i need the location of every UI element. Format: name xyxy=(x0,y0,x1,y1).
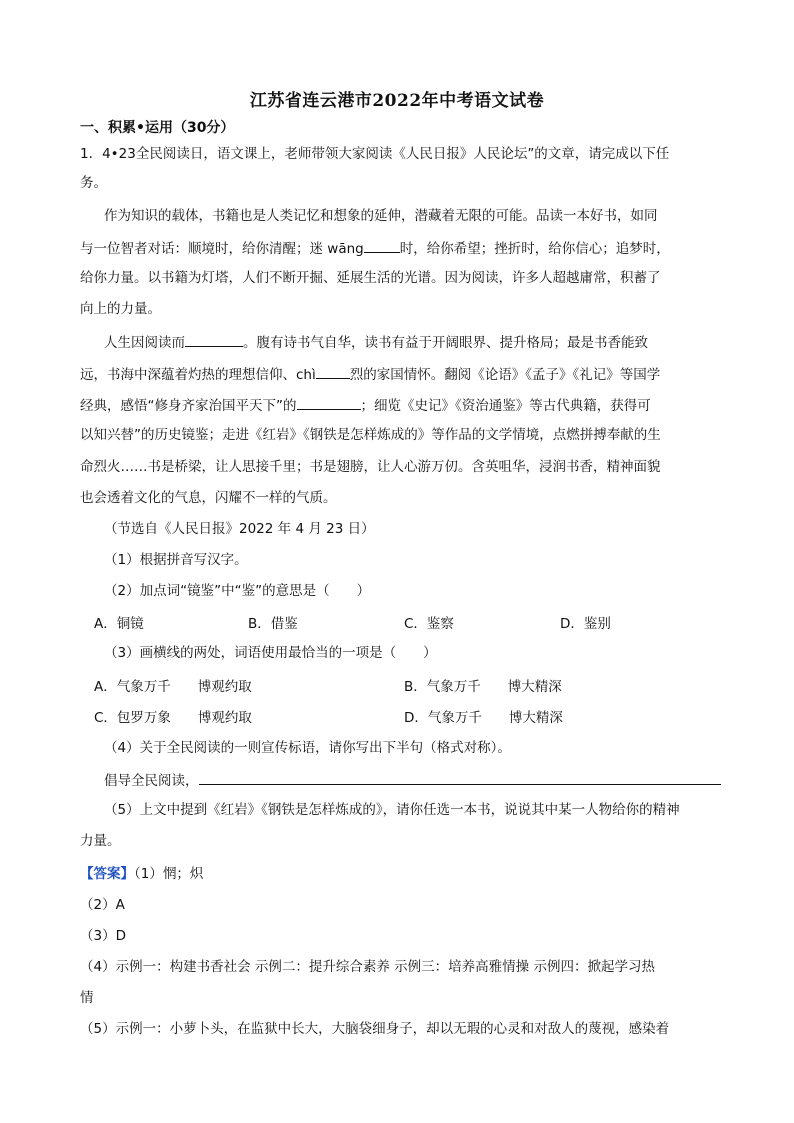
answer-4-cont: 情 xyxy=(80,990,94,1006)
answer-3: （3）D xyxy=(80,928,126,944)
fill-blank xyxy=(364,237,400,253)
option-a: A．气象万千 博观约取 xyxy=(94,679,252,695)
fill-blank xyxy=(185,331,243,347)
answer-prompt: 倡导全民阅读， xyxy=(104,773,199,789)
passage-line: 以知兴替”的历史镜鉴；走进《红岩》《钢铁是怎样炼成的》等作品的文学情境，点燃拼搏奉献的生 xyxy=(80,427,661,443)
page-title: 江苏省连云港市2022年中考语文试卷 xyxy=(249,91,545,111)
passage-text: 人生因阅读而 xyxy=(104,335,185,351)
passage-line: 给你力量。以书籍为灯塔，人们不断开掘、延展生活的光谱。因为阅读，许多人超越庸常，积蓄了 xyxy=(80,270,661,286)
passage-text: 烈的家国情怀。翻阅《论语》《孟子》《礼记》等国学 xyxy=(349,367,661,383)
passage-line xyxy=(80,394,720,416)
passage-line: 命烈火……书是桥梁，让人思接千里；书是翅膀，让人心游万仞。含英咀华，浸润书香，精神面貌 xyxy=(80,459,661,475)
fill-blank xyxy=(297,394,361,410)
answer-blank xyxy=(199,769,721,785)
fill-blank xyxy=(316,363,350,379)
passage-text: 经典，感悟“修身齐家治国平天下”的 xyxy=(80,398,297,414)
sub-question-2: （2）加点词“镜鉴”中“鉴”的意思是（ ） xyxy=(104,583,371,599)
answer-1: （1）惘；炽 xyxy=(134,866,204,882)
option-c: C．鉴察 xyxy=(404,616,454,632)
question-stem: 1．4•23全民阅读日，语文课上，老师带领大家阅读《人民日报》人民论坛”的文章，请完成以下任 xyxy=(80,146,670,162)
question-stem-cont: 务。 xyxy=(80,175,107,191)
option-b: B．借鉴 xyxy=(248,616,298,632)
option-d: D．鉴别 xyxy=(560,616,611,632)
passage-text: 远，书海中深蕴着灼热的理想信仰、chì xyxy=(80,367,316,383)
source-note: （节选自《人民日报》2022 年 4 月 23 日） xyxy=(104,521,375,537)
section-heading: 一、积累•运用（30分） xyxy=(80,120,235,136)
sub-question-3: （3）画横线的两处，词语使用最恰当的一项是（ ） xyxy=(104,645,437,661)
sub-question-4: （4）关于全民阅读的一则宣传标语，请你写出下半句（格式对称）。 xyxy=(104,740,511,756)
answer-line xyxy=(104,769,744,791)
passage-text: 与一位智者对话：顺境时，给你清醒；迷 wāng xyxy=(80,241,364,257)
passage-text: 时，给你希望；挫折时，给你信心；追梦时， xyxy=(399,241,670,257)
passage-line: 也会透着文化的气息，闪耀不一样的气质。 xyxy=(80,490,337,506)
answer-2: （2）A xyxy=(80,897,125,913)
sub-question-5: （5）上文中提到《红岩》《钢铁是怎样炼成的》，请你任选一本书，说说其中某一人物给你的精神 xyxy=(104,802,680,818)
answer-4: （4）示例一：构建书香社会 示例二：提升综合素养 示例三：培养高雅情操 示例四：掀起学习热 xyxy=(80,959,655,975)
passage-line: 作为知识的载体，书籍也是人类记忆和想象的延伸，潜藏着无限的可能。品读一本好书，如同 xyxy=(104,208,658,224)
passage-line xyxy=(80,237,720,259)
passage-line xyxy=(104,331,744,353)
answer-tag: 【答案】 xyxy=(80,866,134,882)
option-c: C．包罗万象 博观约取 xyxy=(94,710,252,726)
option-b: B．气象万千 博大精深 xyxy=(404,679,562,695)
answer-heading xyxy=(80,864,720,884)
passage-line: 向上的力量。 xyxy=(80,301,161,317)
sub-question-1: （1）根据拼音写汉字。 xyxy=(104,552,248,568)
passage-text: ；细览《史记》《资治通鉴》等古代典籍，获得可 xyxy=(360,398,651,414)
answer-5: （5）示例一：小萝卜头，在监狱中长大，大脑袋细身子，却以无瑕的心灵和对敌人的蔑视，感染着 xyxy=(80,1021,670,1037)
option-a: A．铜镜 xyxy=(94,616,144,632)
option-d: D．气象万千 博大精深 xyxy=(404,710,563,726)
passage-text: 。腹有诗书气自华，读书有益于开阔眼界、提升格局；最是书香能致 xyxy=(243,335,648,351)
passage-line xyxy=(80,363,720,385)
sub-question-5-cont: 力量。 xyxy=(80,833,121,849)
